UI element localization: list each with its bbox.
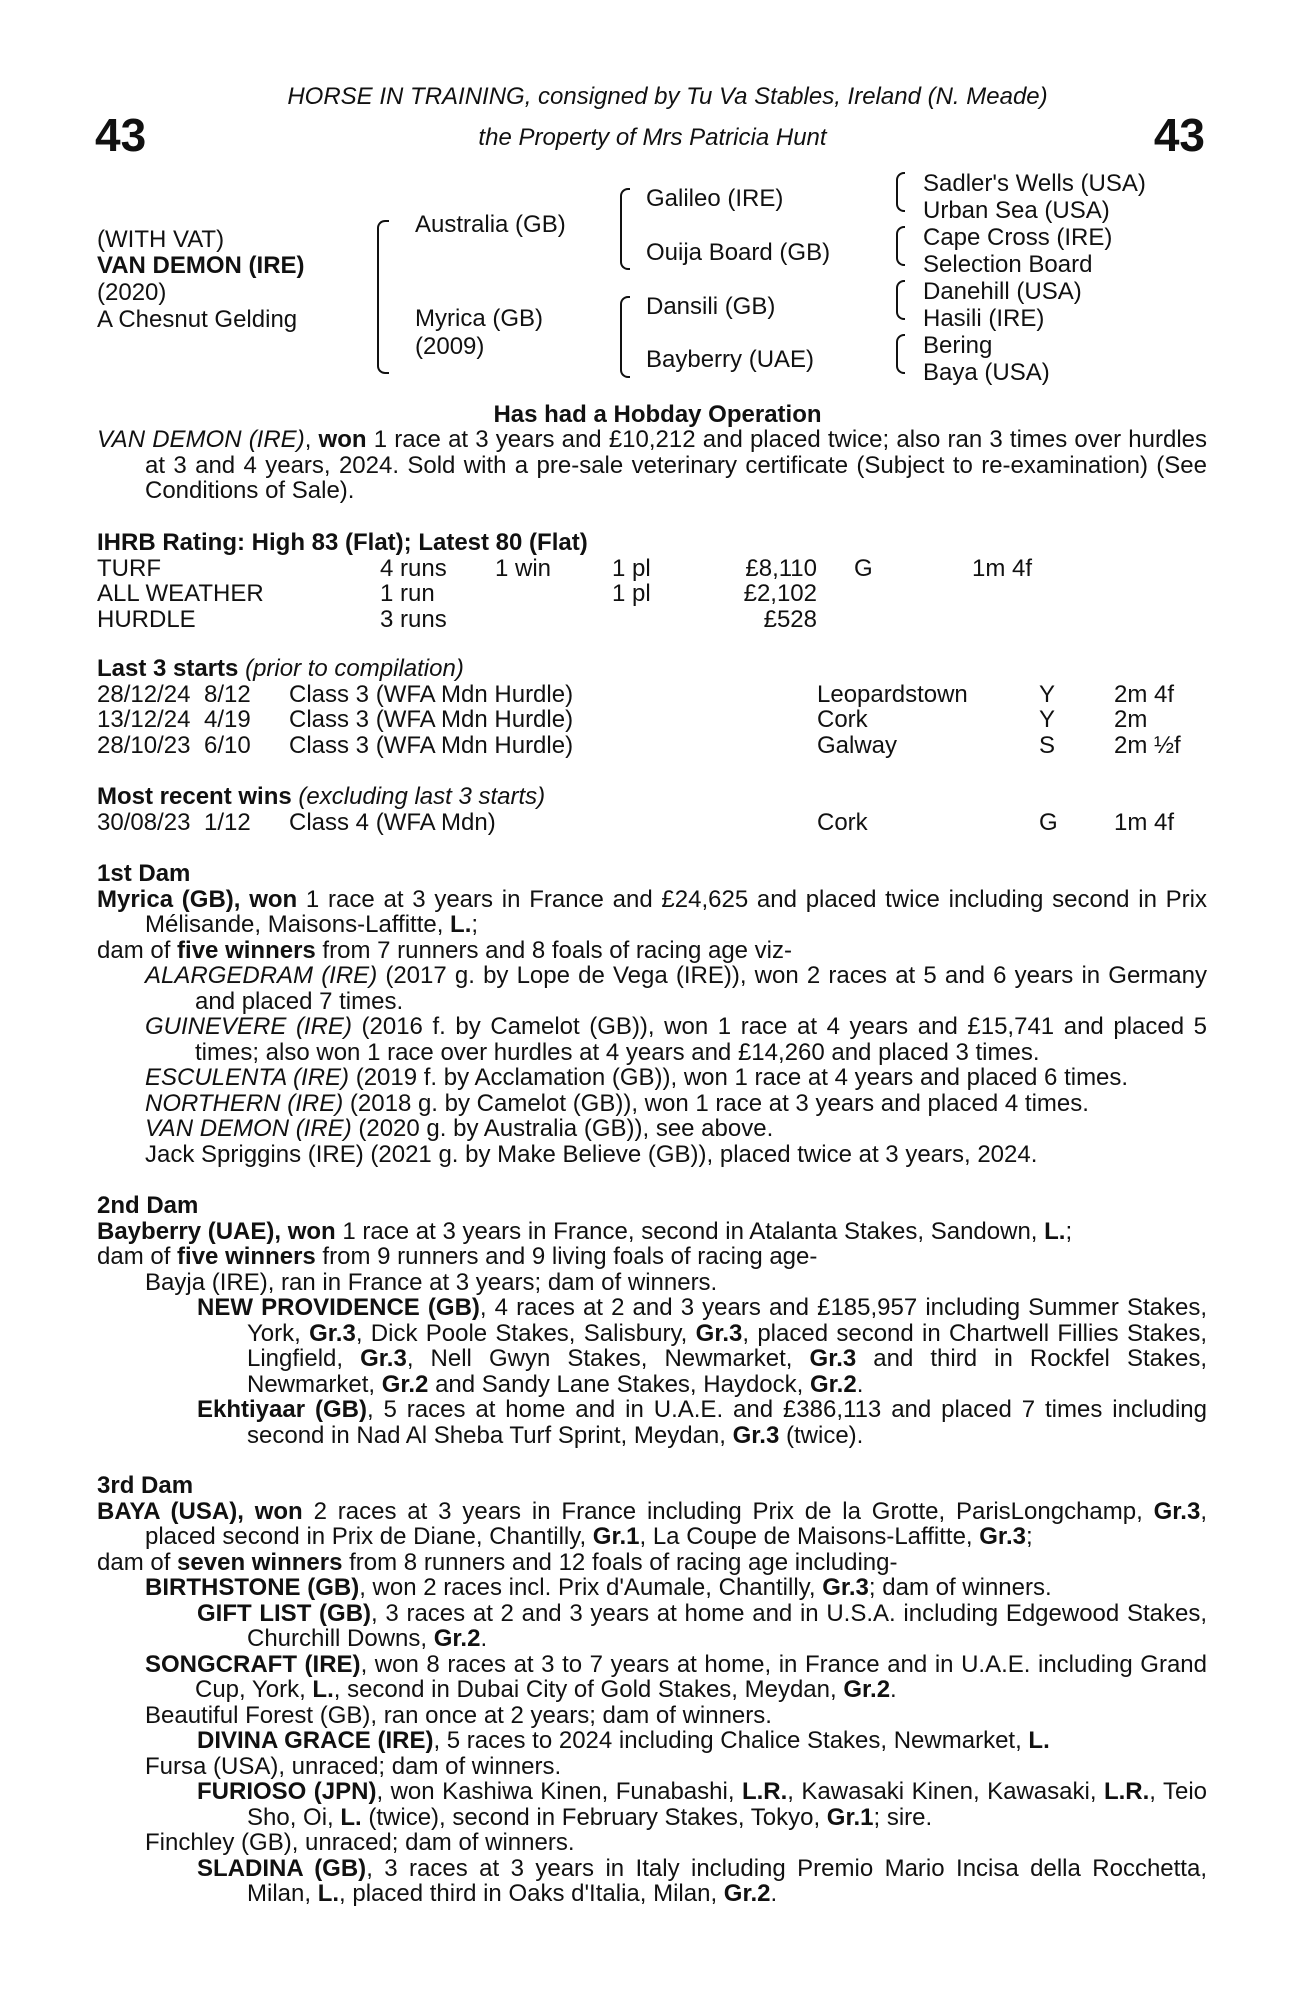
produce-pre: dam of	[97, 1548, 178, 1576]
lot-number-right: 43	[1153, 109, 1205, 161]
second-dam-grade: L.	[1044, 1217, 1066, 1245]
pedigree-brace-g3d	[896, 334, 905, 374]
offspring-entry	[97, 1270, 1207, 1296]
third-dam-produce	[97, 1550, 1207, 1576]
produce-count: five winners	[177, 1243, 316, 1270]
second-dam-name: Bayberry (UAE), won	[97, 1217, 336, 1245]
offspring-entry: FURIOSO (JPN), won Kashiwa Kinen, Funabashi, L.R., Kawasaki Kinen, Kawasaki, L.R., Teio Sho, Oi, L. (twice), second in February Stakes, Tokyo, Gr.1; sire.	[197, 1778, 1207, 1831]
last-starts-section	[97, 656, 1207, 758]
rating-row	[97, 607, 1207, 633]
pedigree-brace-g3a	[896, 172, 905, 212]
second-dam-section	[97, 1193, 1207, 1448]
second-dam-text: 1 race at 3 years in France, second in Atalanta Stakes, Sandown,	[335, 1217, 1045, 1245]
second-dam-title: 2nd Dam	[97, 1192, 199, 1219]
pedigree-gen2-3: Dansili (GB)	[646, 293, 776, 320]
pedigree-gen3-5: Danehill (USA)	[923, 278, 1082, 305]
offspring-name: ESCULENTA (IRE)	[145, 1064, 350, 1091]
offspring-text: Bayja (IRE), ran in France at 3 years; dam of winners.	[145, 1268, 718, 1296]
offspring-name: NORTHERN (IRE)	[145, 1089, 344, 1117]
start-distance: 2m	[1114, 706, 1148, 733]
win-race: Class 4 (WFA Mdn)	[289, 808, 496, 836]
second-dam-produce	[97, 1244, 1207, 1270]
pedigree-sire: Australia (GB)	[415, 211, 566, 238]
rating-pl: 1 pl	[612, 554, 651, 582]
offspring-text: Fursa (USA), unraced; dam of winners.	[145, 1752, 562, 1780]
offspring-name: ALARGEDRAM (IRE)	[145, 962, 378, 989]
pedigree-brace-dam	[620, 296, 630, 378]
rating-distance: 1m 4f	[972, 554, 1033, 582]
recent-wins-section	[97, 784, 1207, 835]
offspring-entry	[97, 1065, 1207, 1091]
win-position: 1/12	[204, 808, 251, 836]
pedigree-gen2-1: Galileo (IRE)	[646, 185, 784, 212]
consignor-line: HORSE IN TRAINING, consigned by Tu Va Stables, Ireland (N. Meade)	[287, 83, 1048, 110]
rating-pl: 1 pl	[612, 580, 651, 607]
rating-runs: 3 runs	[380, 605, 447, 633]
win-row	[97, 810, 1207, 836]
first-dam-name: Myrica (GB), won	[97, 885, 298, 913]
start-race: Class 3 (WFA Mdn Hurdle)	[289, 680, 574, 708]
start-date: 28/12/24	[97, 680, 191, 708]
offspring-name: Ekhtiyaar (GB)	[197, 1396, 367, 1423]
operation-note: Has had a Hobday Operation	[493, 401, 822, 428]
offspring-entry: NEW PROVIDENCE (GB), 4 races at 2 and 3 years and £185,957 including Summer Stakes, York, Gr.3, Dick Poole Stakes, Salisbury, Gr.3, placed second in Chartwell Fillies Stakes, Lingfield, Gr.3, Nell Gwyn Stakes, Newmarket, Gr.3 and third in Rockfel Stakes, Newmarket, Gr.2 and Sandy Lane Stakes, Haydock, Gr.2.	[197, 1294, 1208, 1398]
start-course: Leopardstown	[817, 680, 968, 708]
produce-count: five winners	[177, 936, 316, 964]
start-going: S	[1039, 731, 1056, 759]
rating-prize: £528	[763, 605, 817, 633]
first-dam-section	[97, 861, 1207, 1167]
produce-count: seven winners	[177, 1548, 343, 1576]
third-dam-title: 3rd Dam	[97, 1472, 194, 1499]
summary-horse-name: VAN DEMON (IRE)	[97, 426, 305, 453]
pedigree-gen3-7: Bering	[923, 332, 993, 359]
third-dam-name: BAYA (USA), won	[97, 1497, 303, 1525]
offspring-entry	[97, 1830, 1207, 1856]
recent-wins-heading	[97, 784, 1207, 810]
first-dam-produce	[97, 938, 1207, 964]
offspring-text: Beautiful Forest (GB), ran once at 2 years; dam of winners.	[145, 1701, 772, 1729]
start-row	[97, 733, 1207, 759]
rating-row	[97, 556, 1207, 582]
offspring-name: SONGCRAFT (IRE)	[145, 1650, 361, 1678]
pedigree-gen3-8: Baya (USA)	[923, 359, 1050, 386]
first-dam-grade: L.	[450, 911, 472, 938]
pedigree-gen3-2: Urban Sea (USA)	[923, 197, 1110, 224]
offspring-entry: SONGCRAFT (IRE), won 8 races at 3 to 7 years at home, in France and in U.A.E. including Grand Cup, York, L., second in Dubai City of Gold Stakes, Meydan, Gr.2.	[145, 1650, 1208, 1703]
start-position: 8/12	[204, 680, 251, 708]
produce-pre: dam of	[97, 936, 178, 964]
pedigree-gen2-4: Bayberry (UAE)	[646, 346, 815, 373]
offspring-text: (2017 g. by Lope de Vega (IRE)), won 2 races at 5 and 6 years in Germany and placed 7 times.	[195, 962, 1207, 1015]
rating-wins: 1 win	[495, 554, 552, 582]
start-course: Galway	[817, 731, 898, 759]
first-dam-text: 1 race at 3 years in France and £24,625 and placed twice including second in Prix Mélisande, Maisons-Laffitte,	[145, 885, 1207, 938]
offspring-name: FURIOSO (JPN)	[197, 1778, 377, 1805]
start-position: 4/19	[204, 706, 251, 733]
offspring-entry	[97, 1703, 1207, 1729]
start-going: Y	[1039, 706, 1056, 733]
summary-text: 1 race at 3 years and £10,212 and placed twice; also ran 3 times over hurdles at 3 and 4 years, 2024. Sold with a pre-sale veterinary certificate (Subject to re-examination) (See Conditions of Sale).	[145, 426, 1207, 504]
offspring-name: NEW PROVIDENCE (GB)	[197, 1294, 480, 1321]
offspring-entry: BIRTHSTONE (GB), won 2 races incl. Prix d'Aumale, Chantilly, Gr.3; dam of winners.	[145, 1574, 1052, 1601]
offspring-text: (2020 g. by Australia (GB)), see above.	[351, 1115, 774, 1142]
horse-description: A Chesnut Gelding	[97, 306, 298, 333]
offspring-text: Finchley (GB), unraced; dam of winners.	[145, 1829, 575, 1856]
rating-type: TURF	[97, 554, 161, 582]
summary-paragraph: VAN DEMON (IRE), won 1 race at 3 years and £10,212 and placed twice; also ran 3 times over hurdles at 3 and 4 years, 2024. Sold with a pre-sale veterinary certificate (Subject to re-examination) (See Conditions of Sale).	[97, 426, 1207, 504]
rating-prize: £8,110	[745, 554, 817, 582]
win-going: G	[1039, 808, 1058, 836]
pedigree-brace-g3b	[896, 226, 905, 266]
start-position: 6/10	[204, 731, 251, 759]
rating-runs: 4 runs	[380, 554, 447, 582]
vat-label: (WITH VAT)	[97, 226, 225, 253]
start-row	[97, 682, 1207, 708]
start-date: 13/12/24	[97, 706, 191, 733]
offspring-entry	[97, 1116, 1207, 1142]
pedigree-dam: Myrica (GB)	[415, 305, 543, 332]
second-dam-record	[97, 1219, 1207, 1245]
start-row	[97, 707, 1207, 733]
pedigree-gen3-6: Hasili (IRE)	[923, 305, 1045, 332]
second-dam-text-end: ;	[1065, 1217, 1073, 1245]
offspring-name: BIRTHSTONE (GB)	[145, 1574, 360, 1601]
offspring-entry	[97, 1091, 1207, 1117]
produce-pre: dam of	[97, 1243, 178, 1270]
pedigree-gen3-4: Selection Board	[923, 251, 1093, 278]
offspring-entry: DIVINA GRACE (IRE), 5 races to 2024 including Chalice Stakes, Newmarket, L.	[197, 1727, 1050, 1754]
win-distance: 1m 4f	[1114, 808, 1175, 836]
offspring-entry: SLADINA (GB), 3 races at 3 years in Italy including Premio Mario Incisa della Rocchetta, Milan, L., placed third in Oaks d'Italia, Milan, Gr.2.	[197, 1854, 1207, 1907]
produce-post: from 7 runners and 8 foals of racing age viz-	[315, 936, 793, 964]
horse-name: VAN DEMON (IRE)	[97, 252, 305, 279]
offspring-entry	[97, 1754, 1207, 1780]
offspring-entry: GIFT LIST (GB), 3 races at 2 and 3 years at home and in U.S.A. including Edgewood Stakes, Churchill Downs, Gr.2.	[197, 1599, 1207, 1652]
start-distance: 2m 4f	[1114, 680, 1175, 708]
summary-section	[97, 427, 1207, 504]
win-course: Cork	[817, 808, 868, 836]
rating-title: IHRB Rating: High 83 (Flat); Latest 80 (Flat)	[97, 529, 588, 556]
lot-number-left: 43	[95, 109, 147, 161]
pedigree-dam-year: (2009)	[415, 333, 485, 360]
offspring-text: (2019 f. by Acclamation (GB)), won 1 race at 4 years and placed 6 times.	[349, 1064, 1129, 1091]
offspring-name: GUINEVERE (IRE)	[145, 1013, 352, 1040]
recent-wins-subtitle: (excluding last 3 starts)	[298, 783, 546, 810]
property-line: the Property of Mrs Patricia Hunt	[478, 124, 827, 151]
start-going: Y	[1039, 680, 1056, 708]
offspring-entry	[97, 963, 1207, 1014]
start-date: 28/10/23	[97, 731, 191, 759]
first-dam-record	[97, 887, 1207, 938]
produce-post: from 8 runners and 12 foals of racing age including-	[342, 1548, 898, 1576]
rating-prize: £2,102	[743, 580, 817, 607]
summary-won: won	[318, 426, 367, 453]
offspring-name: GIFT LIST (GB)	[197, 1599, 372, 1627]
first-dam-title: 1st Dam	[97, 860, 191, 887]
rating-runs: 1 run	[380, 580, 435, 607]
start-course: Cork	[817, 706, 868, 733]
start-race: Class 3 (WFA Mdn Hurdle)	[289, 731, 574, 759]
offspring-text: Jack Spriggins (IRE) (2021 g. by Make Believe (GB)), placed twice at 3 years, 2024.	[145, 1140, 1038, 1168]
start-race: Class 3 (WFA Mdn Hurdle)	[289, 706, 574, 733]
offspring-entry	[97, 1014, 1207, 1065]
first-dam-text-end: ;	[471, 911, 479, 938]
pedigree-gen3-1: Sadler's Wells (USA)	[923, 170, 1146, 197]
last-starts-subtitle: (prior to compilation)	[245, 655, 464, 682]
start-distance: 2m ½f	[1114, 731, 1181, 759]
third-dam-record: BAYA (USA), won 2 races at 3 years in France including Prix de la Grotte, ParisLongchamp, Gr.3, placed second in Prix de Diane, Chantilly, Gr.1, La Coupe de Maisons-Laffitte, Gr.3;	[97, 1497, 1207, 1550]
rating-type: HURDLE	[97, 605, 196, 633]
pedigree-brace-g3c	[896, 280, 905, 320]
win-date: 30/08/23	[97, 808, 191, 836]
pedigree-brace-sire	[620, 188, 630, 270]
horse-year: (2020)	[97, 279, 167, 306]
last-starts-title: Last 3 starts	[97, 655, 239, 682]
rating-type: ALL WEATHER	[97, 580, 264, 607]
recent-wins-title: Most recent wins	[97, 783, 292, 810]
rating-section	[97, 530, 1207, 632]
pedigree-gen3-3: Cape Cross (IRE)	[923, 224, 1113, 251]
third-dam-section	[97, 1473, 1207, 1907]
pedigree-gen2-2: Ouija Board (GB)	[646, 239, 831, 266]
rating-going: G	[854, 554, 873, 582]
offspring-entry: Ekhtiyaar (GB), 5 races at home and in U.A.E. and £386,113 and placed 7 times including second in Nad Al Sheba Turf Sprint, Meydan, Gr.3 (twice).	[197, 1396, 1207, 1449]
last-starts-heading	[97, 656, 1207, 682]
offspring-name: SLADINA (GB)	[197, 1854, 367, 1882]
rating-row	[97, 581, 1207, 607]
offspring-text: (2016 f. by Camelot (GB)), won 1 race at 4 years and £15,741 and placed 5 times; also won 1 race over hurdles at 4 years and £14,260 and placed 3 times.	[195, 1013, 1207, 1066]
offspring-name: VAN DEMON (IRE)	[145, 1115, 352, 1142]
produce-post: from 9 runners and 9 living foals of racing age-	[315, 1243, 818, 1270]
offspring-name: DIVINA GRACE (IRE)	[197, 1727, 434, 1754]
pedigree-brace-gen1	[377, 220, 389, 374]
offspring-text: (2018 g. by Camelot (GB)), won 1 race at 3 years and placed 4 times.	[343, 1089, 1089, 1117]
offspring-entry	[97, 1142, 1207, 1168]
